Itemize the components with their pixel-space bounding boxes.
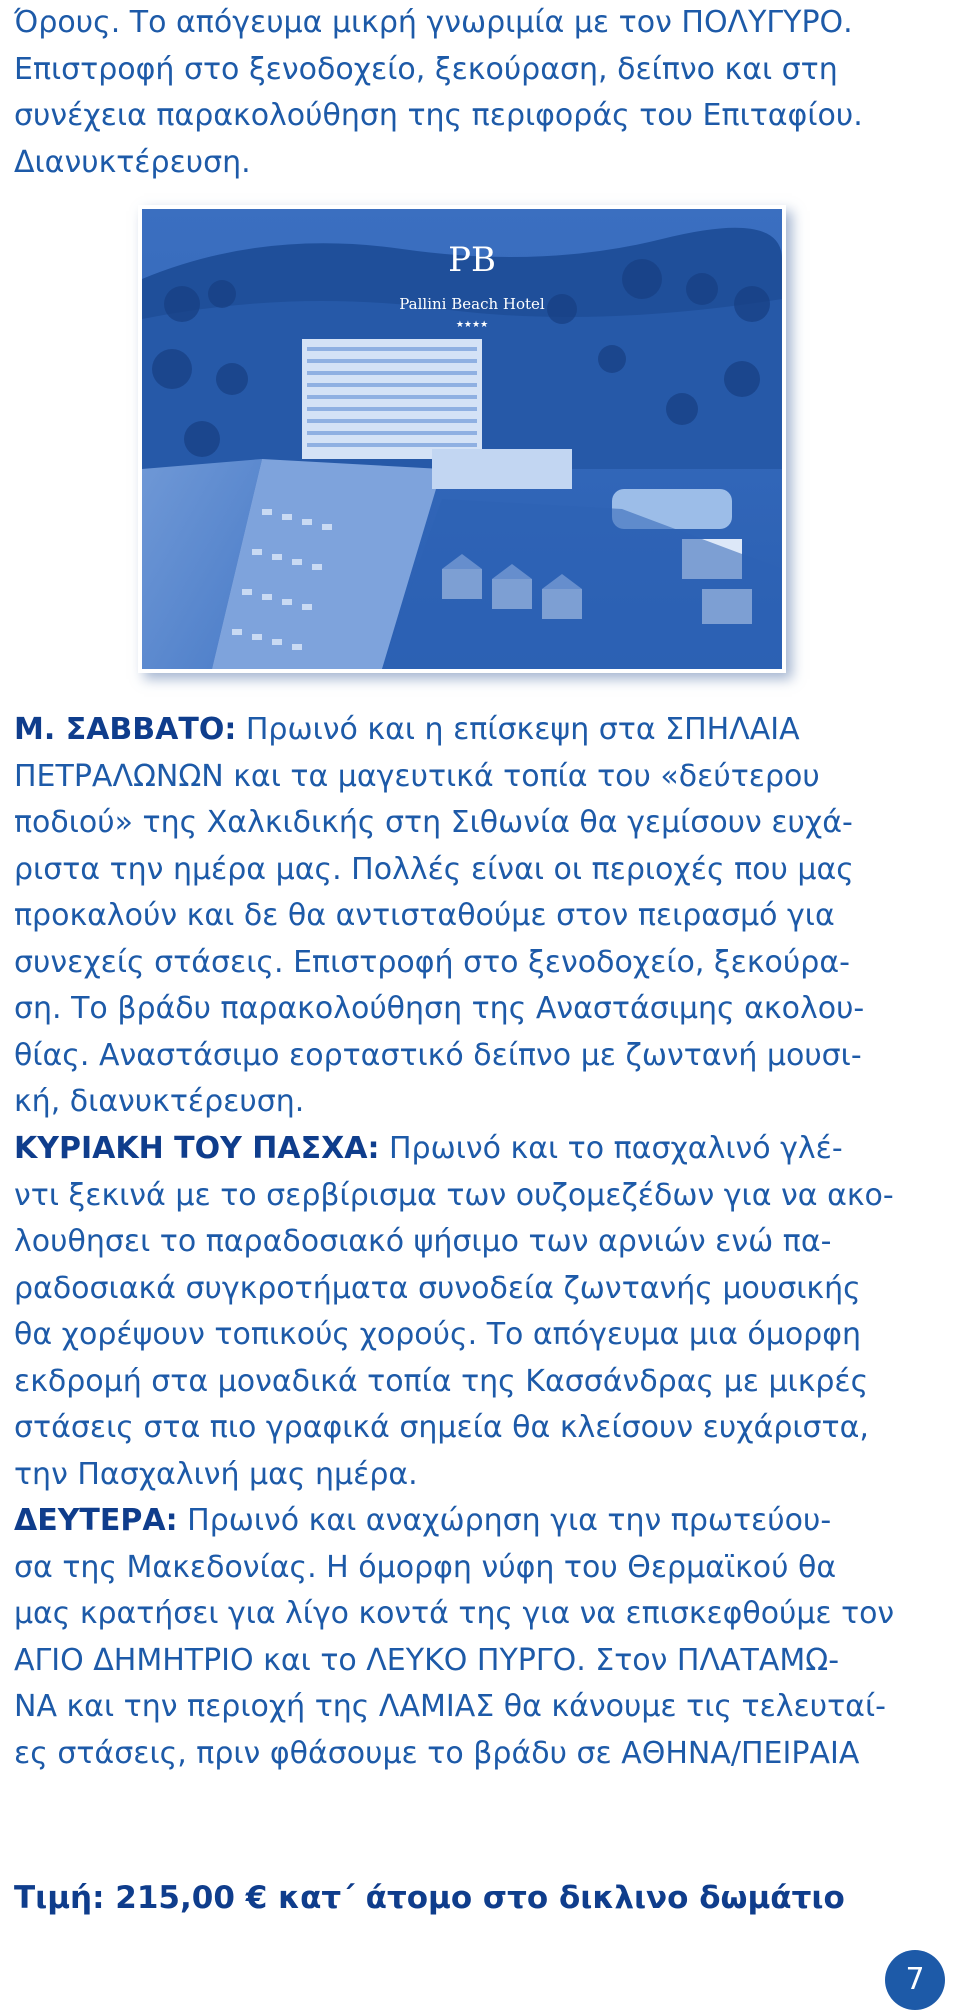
sunday-line: θα χορέψουν τοπικούς χορούς. Το απόγευμα μια όμορφη: [14, 1317, 862, 1352]
saturday-line: ριστα την ημέρα μας. Πολλές είναι οι περιοχές που μας: [14, 851, 854, 887]
sunday-line: την Πασχαλινή μας ημέρα.: [14, 1456, 418, 1492]
sunday-line: ραδοσιακά συγκροτήματα συνοδεία ζωντανής μουσικής: [14, 1270, 861, 1306]
monday-first-text: Πρωινό και αναχώρηση για την πρωτεύου-: [187, 1503, 832, 1538]
saturday-line: ποδιού» της Χαλκιδικής στη Σιθωνία θα γεμίσουν ευχά-: [14, 805, 853, 840]
day-label: Μ. ΣΑΒΒΑΤΟ:: [14, 712, 237, 747]
page-number-badge: 7: [885, 1950, 945, 2010]
day-label: ΔΕΥΤΕΡΑ:: [14, 1503, 178, 1538]
sunday-paragraph: [14, 1126, 894, 1498]
saturday-line: ση. Το βράδυ παρακολούθηση της Αναστάσιμης ακολου-: [14, 991, 865, 1026]
sunday-line: εκδρομή στα μοναδικά τοπία της Κασσάνδρας με μικρές: [14, 1363, 869, 1399]
monday-line: μας κρατήσει για λίγο κοντά της για να επισκεφθούμε τον: [14, 1596, 895, 1631]
saturday-line: κή, διανυκτέρευση.: [14, 1084, 305, 1119]
svg-text:PB: PB: [448, 240, 496, 280]
saturday-first-line: [14, 707, 894, 754]
intro-line: συνέχεια παρακολούθηση της περιφοράς του Επιταφίου.: [14, 98, 863, 133]
monday-first-line: [14, 1498, 894, 1545]
monday-line: σα της Μακεδονίας. Η όμορφη νύφη του Θερμαϊκού θα: [14, 1549, 837, 1585]
intro-line: Επιστροφή στο ξενοδοχείο, ξεκούραση, δείπνο και στη: [14, 51, 838, 87]
saturday-line: συνεχείς στάσεις. Επιστροφή στο ξενοδοχείο, ξεκούρα-: [14, 944, 850, 980]
sunday-line: στάσεις στα πιο γραφικά σημεία θα κλείσουν ευχάριστα,: [14, 1410, 869, 1445]
svg-text:★★★★: ★★★★: [455, 320, 489, 330]
monday-line: ΑΓΙΟ ΔΗΜΗΤΡΙΟ και το ΛΕΥΚΟ ΠΥΡΓΟ. Στον ΠΛΑΤΑΜΩ-: [14, 1642, 840, 1678]
sunday-line: ντι ξεκινά με το σερβίρισμα των ουζομεζέδων για να ακο-: [14, 1177, 894, 1213]
hotel-photo-image: [142, 209, 782, 669]
saturday-first-text: Πρωινό και η επίσκεψη στα ΣΠΗΛΑΙΑ: [245, 712, 800, 747]
sunday-line: λουθησει το παραδοσιακό ψήσιμο των αρνιών ενώ πα-: [14, 1224, 832, 1259]
price-line: Τιμή: 215,00 € κατ΄ άτομο στο δικλινο δωμάτιο: [14, 1880, 845, 1916]
saturday-line: θίας. Αναστάσιμο εορταστικό δείπνο με ζωντανή μουσι-: [14, 1037, 862, 1073]
intro-line: Διανυκτέρευση.: [14, 144, 251, 180]
hotel-photo: [138, 205, 786, 673]
svg-text:Pallini Beach Hotel: Pallini Beach Hotel: [399, 295, 545, 313]
sunday-first-text: Πρωινό και το πασχαλινό γλέ-: [388, 1131, 843, 1166]
monday-paragraph: [14, 1498, 894, 1777]
saturday-paragraph: [14, 707, 894, 1126]
sunday-first-line: [14, 1126, 894, 1173]
saturday-line: ΠΕΤΡΑΛΩΝΩΝ και τα μαγευτικά τοπία του «δεύτερου: [14, 758, 820, 794]
monday-line: ΝΑ και την περιοχή της ΛΑΜΙΑΣ θα κάνουμε τις τελευταί-: [14, 1689, 886, 1724]
monday-line: ες στάσεις, πριν φθάσουμε το βράδυ σε ΑΘΗΝΑ/ΠΕΙΡΑΙΑ: [14, 1735, 860, 1771]
intro-line: Όρους. Το απόγευμα μικρή γνωριμία με τον ΠΟΛΥΓΥΡΟ.: [14, 5, 853, 40]
saturday-line: προκαλούν και δε θα αντισταθούμε στον πειρασμό για: [14, 898, 835, 933]
day-label: ΚΥΡΙΑΚΗ ΤΟΥ ΠΑΣΧΑ:: [14, 1131, 380, 1166]
intro-paragraph: [14, 0, 894, 186]
